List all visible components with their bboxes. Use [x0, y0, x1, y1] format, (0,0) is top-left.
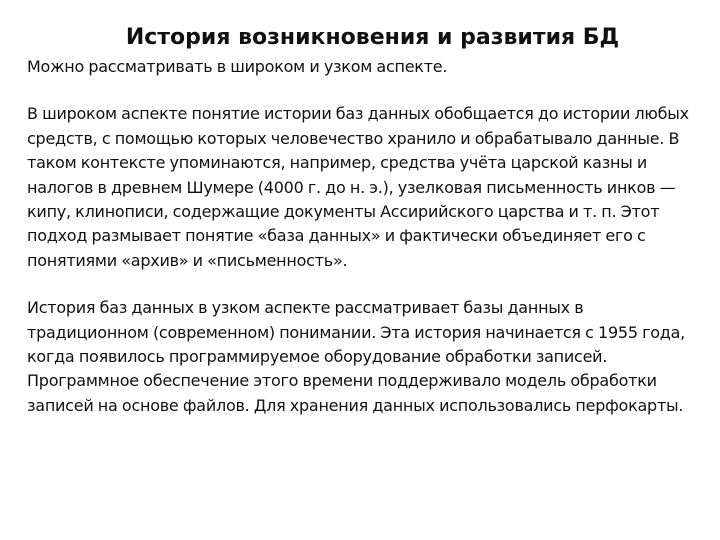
- paragraph-broad-aspect: В широком аспекте понятие истории баз данных обобщается до истории любых средств, с помощью которых человечество хранило и обрабатывало данные. В таком контексте упоминаются, например, средства учёта царской казны и налогов в древнем Шумере (4000 г. до н. э.), узелковая письменность инков — кипу, клинописи, содержащие документы Ассирийского царства и т. п. Этот подход размывает понятие «база данных» и фактически объединяет его с понятиями «архив» и «письменность».: [27, 104, 689, 270]
- paragraph-narrow-aspect: История баз данных в узком аспекте рассматривает базы данных в традиционном (современном) понимании. Эта история начинается с 1955 года, когда появилось программируемое оборудование обработки записей. Программное обеспечение этого времени поддерживало модель обработки записей на основе файлов. Для хранения данных использовались перфокарты.: [27, 298, 685, 415]
- intro-text: Можно рассматривать в широком и узком аспекте.: [27, 57, 448, 76]
- slide-title: История возникновения и развития БД: [125, 25, 620, 50]
